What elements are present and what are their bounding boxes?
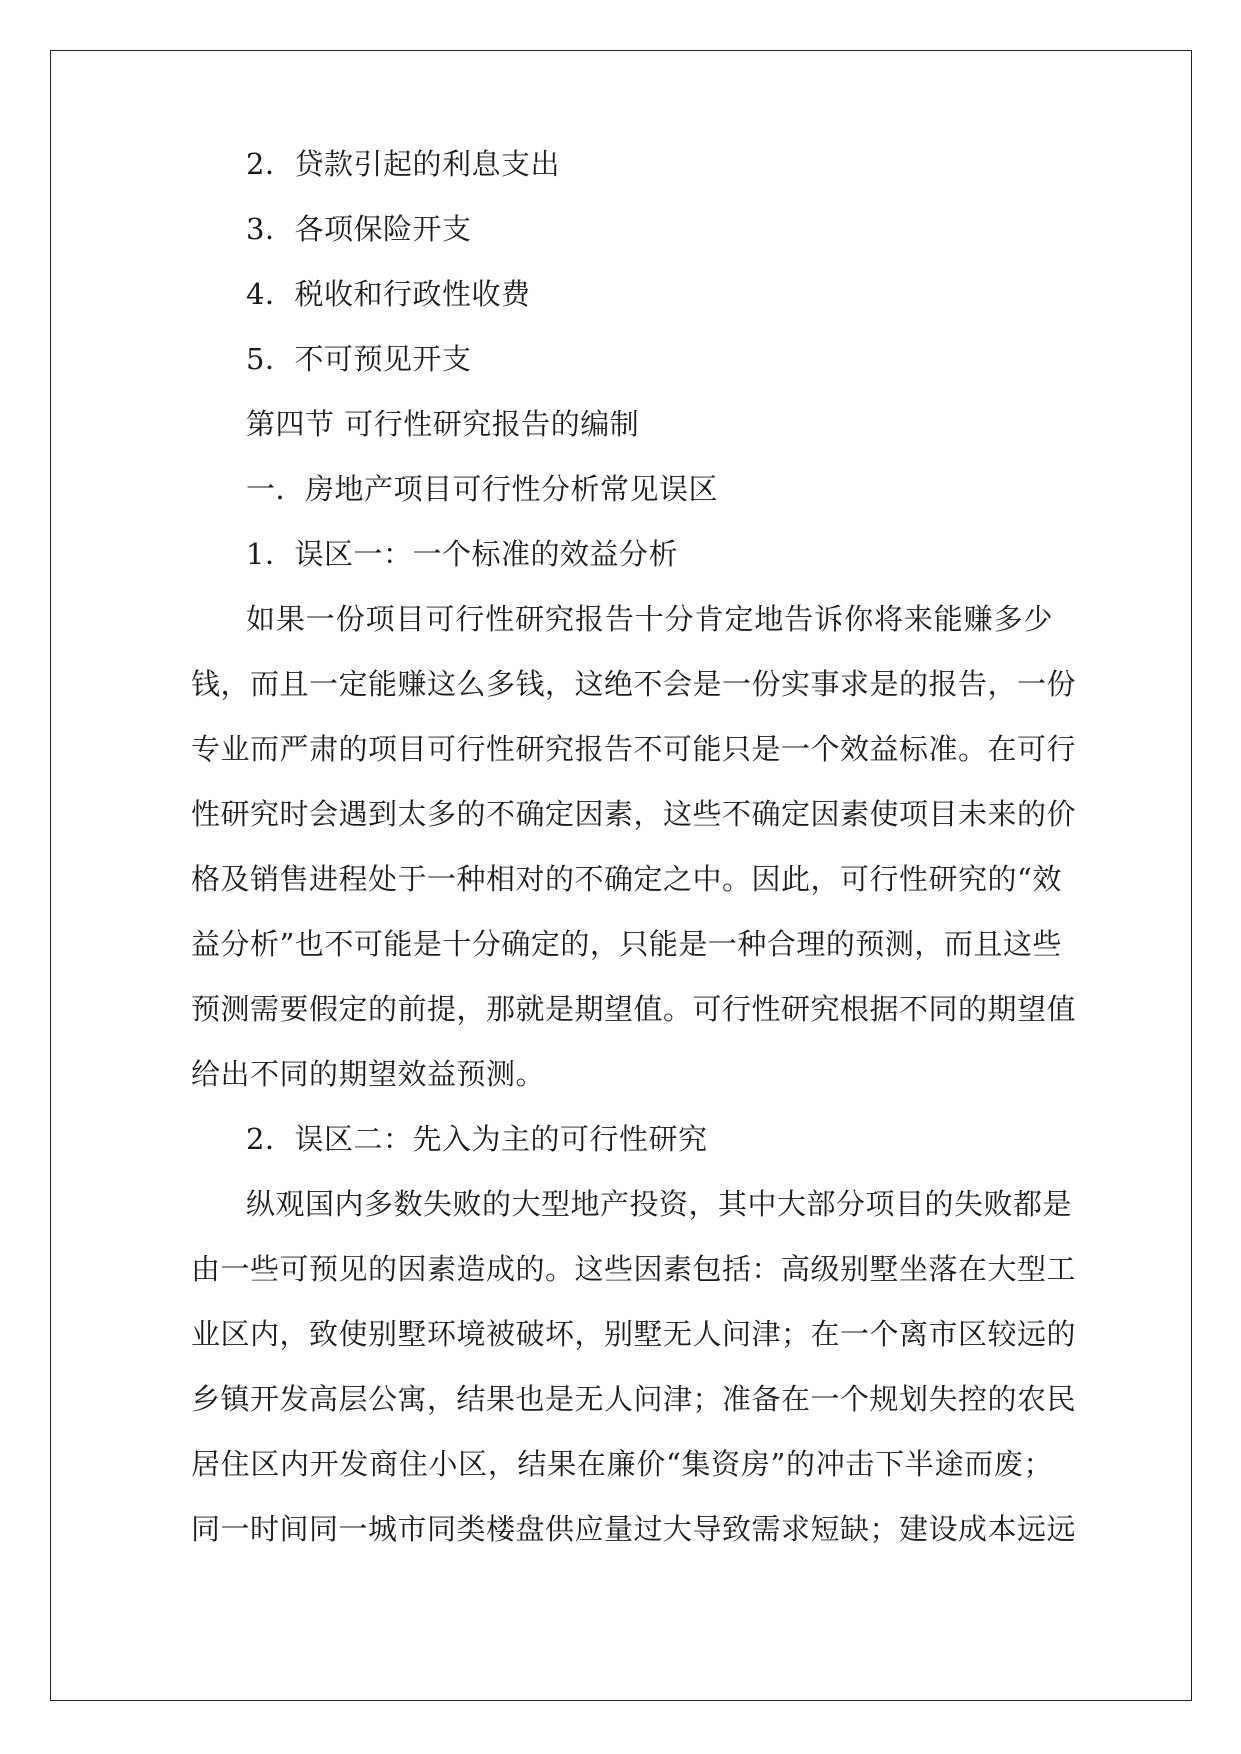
list-item: 2．贷款引起的利息支出 [246,147,560,181]
list-item: 5．不可预见开支 [246,342,472,376]
paragraph-line: 业区内，致使别墅环境被破坏，别墅无人问津；在一个离市区较远的 [191,1317,1077,1351]
paragraph-line: 由一些可预见的因素造成的。这些因素包括：高级别墅坐落在大型工 [191,1252,1077,1286]
paragraph-line: 格及销售进程处于一种相对的不确定之中。因此，可行性研究的“效 [191,862,1062,896]
paragraph-line: 居住区内开发商住小区，结果在廉价“集资房”的冲击下半途而废； [191,1447,1053,1481]
paragraph-line: 专业而严肃的项目可行性研究报告不可能只是一个效益标准。在可行 [191,732,1077,766]
paragraph-line: 性研究时会遇到太多的不确定因素，这些不确定因素使项目未来的价 [191,797,1077,831]
misconception-2-title: 2．误区二：先入为主的可行性研究 [246,1122,708,1156]
paragraph-line: 纵观国内多数失败的大型地产投资，其中大部分项目的失败都是 [246,1187,1073,1221]
misconception-1-title: 1．误区一：一个标准的效益分析 [246,537,678,571]
subsection-heading: 一．房地产项目可行性分析常见误区 [246,472,719,506]
paragraph-line: 如果一份项目可行性研究报告十分肯定地告诉你将来能赚多少 [246,602,1053,636]
list-item: 3．各项保险开支 [246,212,472,246]
paragraph-line: 给出不同的期望效益预测。 [191,1057,546,1091]
paragraph-line: 预测需要假定的前提，那就是期望值。可行性研究根据不同的期望值 [191,992,1077,1026]
paragraph-line: 益分析”也不可能是十分确定的，只能是一种合理的预测，而且这些 [191,927,1062,961]
list-item: 4．税收和行政性收费 [246,277,531,311]
paragraph-line: 乡镇开发高层公寓，结果也是无人问津；准备在一个规划失控的农民 [191,1382,1077,1416]
paragraph-line: 同一时间同一城市同类楼盘供应量过大导致需求短缺；建设成本远远 [191,1512,1077,1546]
paragraph-line: 钱，而且一定能赚这么多钱，这绝不会是一份实事求是的报告，一份 [191,667,1077,701]
section-heading: 第四节 可行性研究报告的编制 [246,407,640,441]
